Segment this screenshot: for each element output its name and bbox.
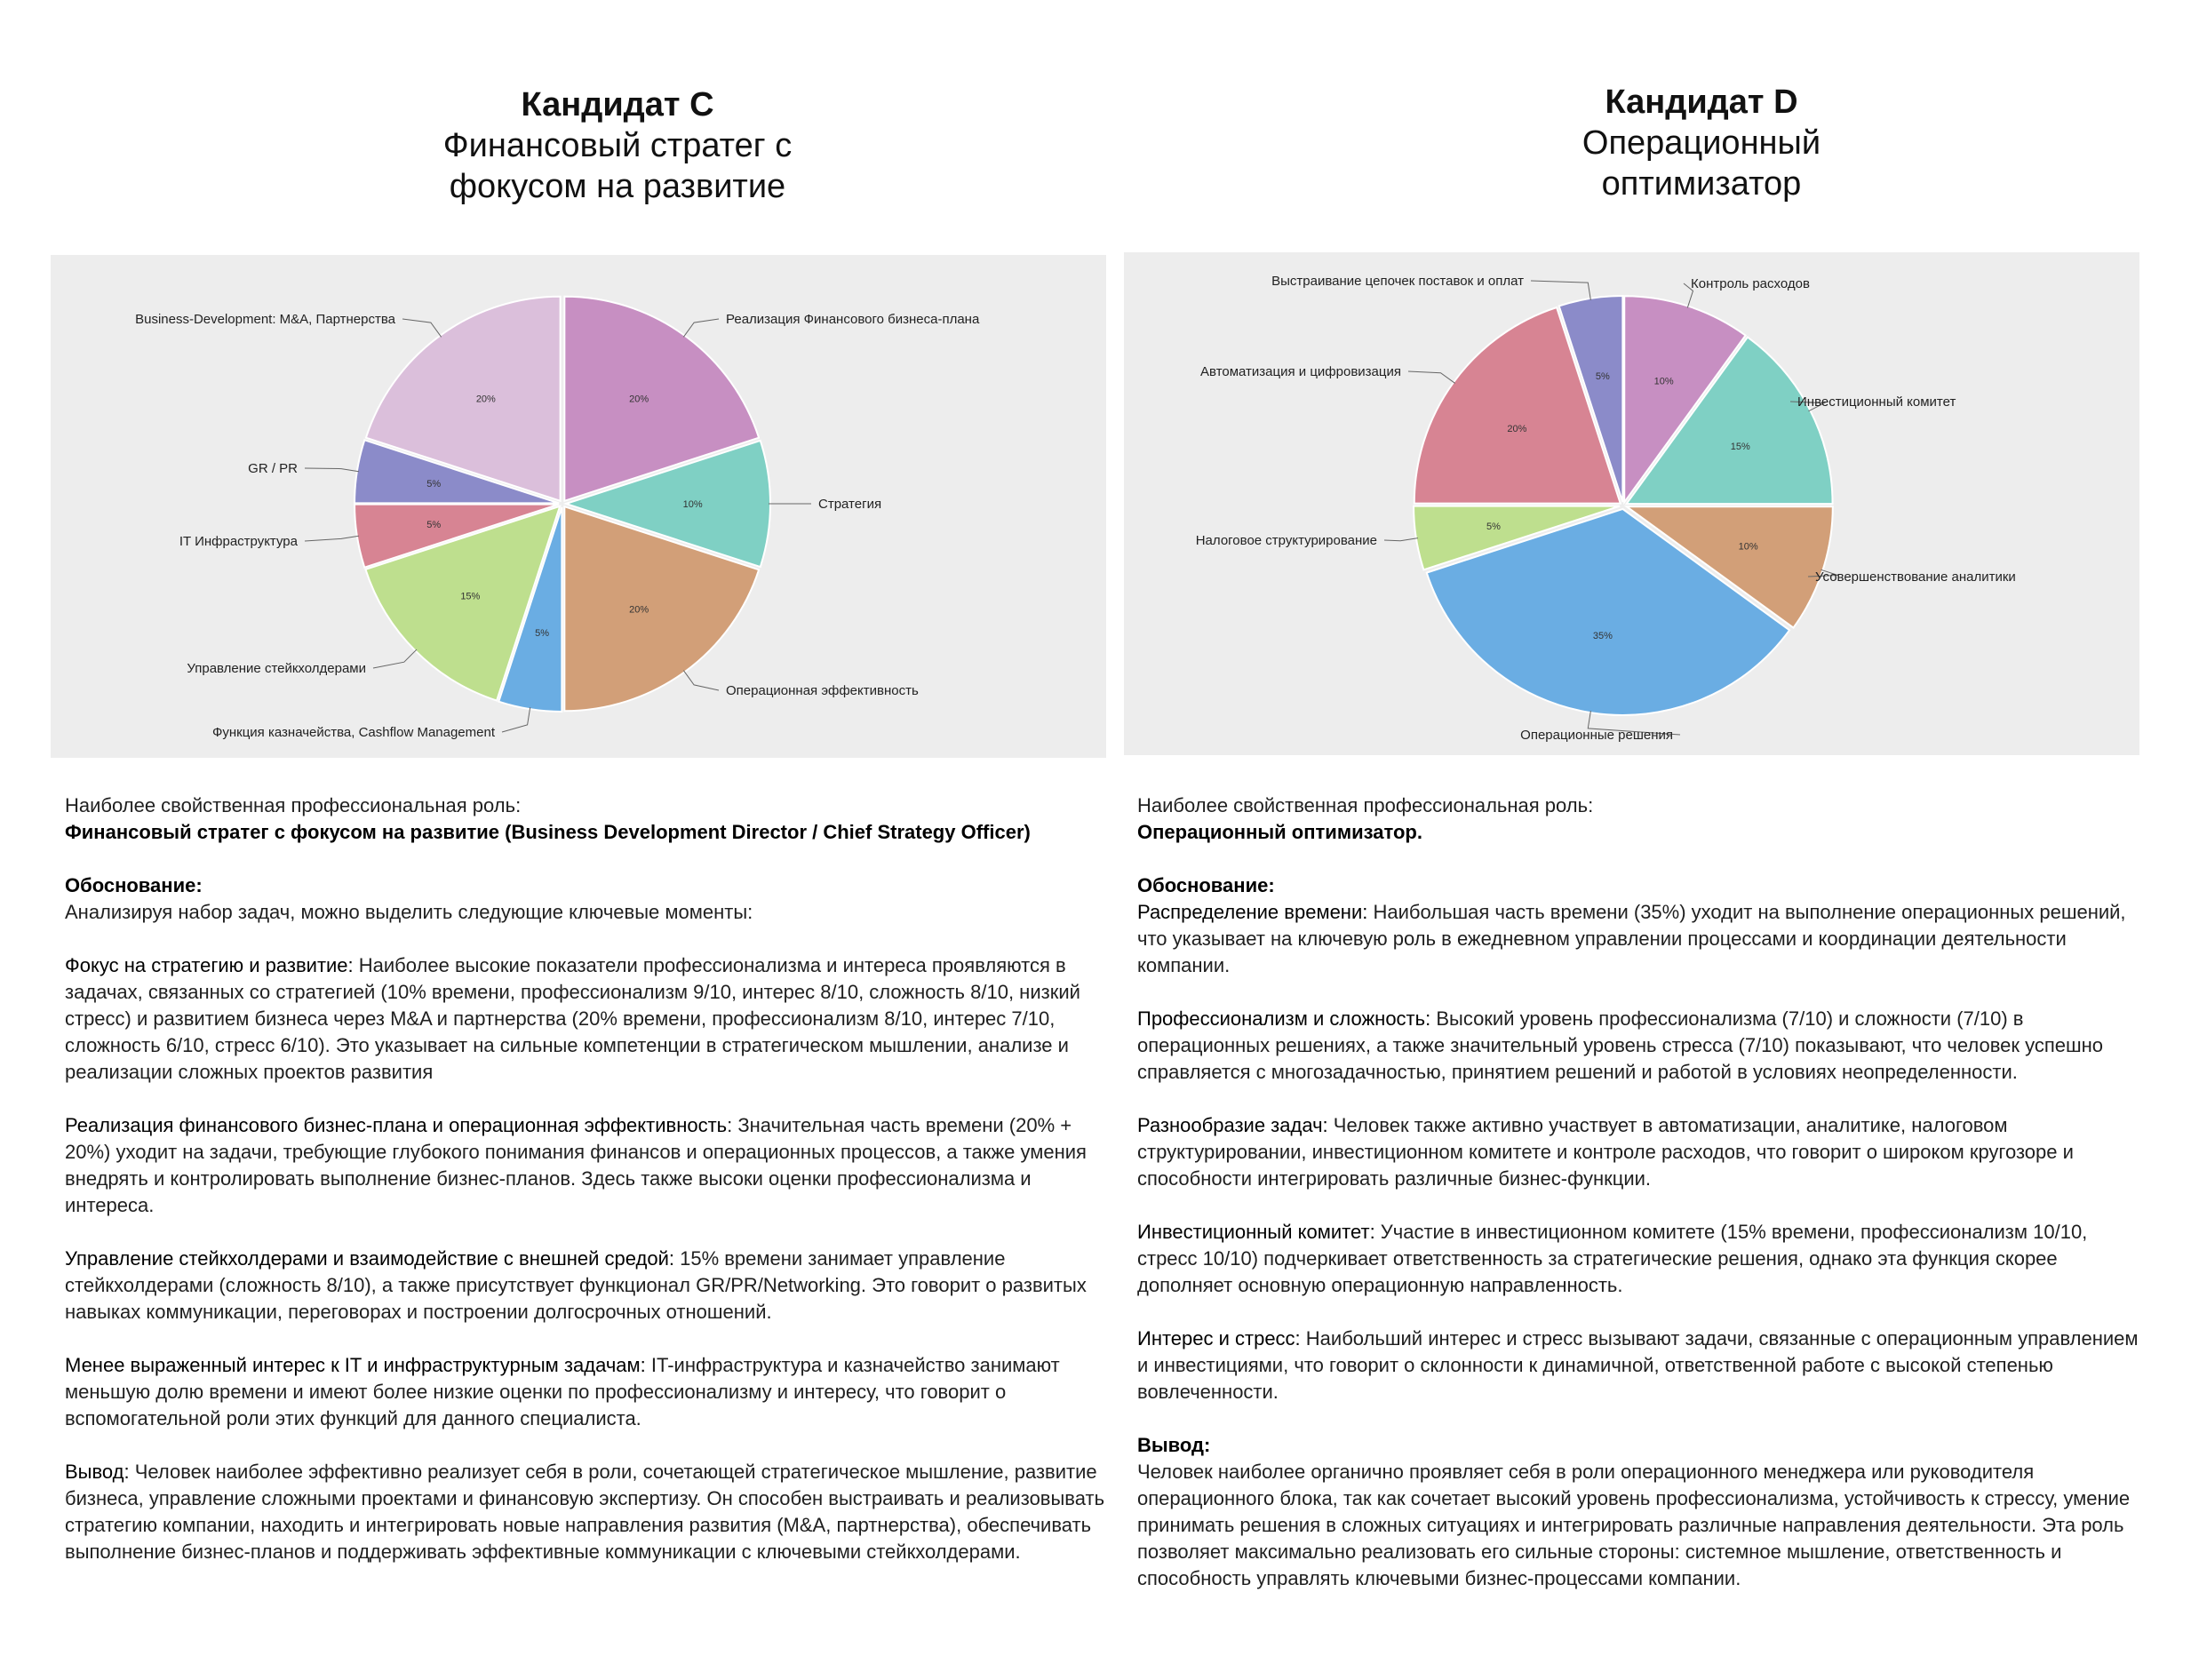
pie-category-label: IT Инфраструктура: [179, 534, 298, 549]
pie-category-label: Business-Development: M&A, Партнерства: [135, 312, 395, 327]
pie-leader-line: [683, 671, 719, 690]
paragraph: [65, 1246, 1113, 1326]
candidate-d-subtitle-1: Операционный: [1582, 124, 1821, 162]
pie-slice-value-label: 5%: [1595, 370, 1610, 382]
paragraph: [1137, 899, 2141, 979]
pie-leader-line: [305, 536, 359, 541]
paragraph: [65, 952, 1113, 1086]
paragraph: [65, 1352, 1113, 1432]
candidate-d-subtitle-2: оптимизатор: [1601, 165, 1802, 203]
candidate-d-name: Кандидат D: [1605, 84, 1798, 121]
paragraph: [1137, 1326, 2141, 1405]
paragraph: [1137, 1219, 2141, 1299]
pie-chart-panel-c: [51, 255, 1106, 758]
pie-category-label: Операционная эффективность: [726, 683, 919, 698]
paragraph: [65, 1459, 1113, 1565]
pie-leader-line: [1531, 281, 1590, 300]
pie-slice-value-label: 15%: [1730, 441, 1750, 452]
pie-category-label: Функция казначейства, Cashflow Management: [211, 725, 495, 740]
pie-slice-value-label: 5%: [426, 479, 442, 490]
candidate-c-title: [231, 84, 1004, 207]
paragraph-label: Профессионализм и сложность:: [1137, 1007, 1431, 1030]
pie-chart-panel-d: [1124, 252, 2139, 755]
pie-category-label: Управление стейкхолдерами: [187, 661, 366, 676]
role-name: Финансовый стратег с фокусом на развитие (Business Development Director / Chief Strategy Officer): [65, 821, 1031, 843]
role-intro: Наиболее свойственная профессиональная роль:: [65, 794, 522, 816]
paragraph-label: Менее выраженный интерес к IT и инфраструктурным задачам:: [65, 1354, 646, 1376]
paragraph-text: Наиболее высокие показатели профессионализма и интереса проявляются в задачах, связанных со стратегией (10% времени, профессионализм 9/10, интерес 8/10, сложность 8/10, низкий стресс) и развитием бизнеса через M&A и партнерства (20% времени, профессионализм 8/10, интерес 7/10, сложность 6/10, стресс 6/10). Это указывает на сильные компетенции в стратегическом мышлении, анализе и реализации сложных проектов развития: [65, 954, 1080, 1083]
pie-leader-line: [502, 707, 530, 732]
paragraph-text: Высокий уровень профессионализма (7/10) и сложности (7/10) в операционных решениях, а также значительный уровень стресса (7/10) показывают, что человек успешно справляется с многозадачностью, принятием решений и работой в условиях неопределенности.: [1137, 1007, 2104, 1083]
pie-leader-line: [373, 649, 417, 668]
paragraph-text: Человек наиболее эффективно реализует себя в роли, сочетающей стратегическое мышление, развитие бизнеса, управление сложными проектами и финансовую экспертизу. Он способен выстраивать и реализовывать стратегию компании, находить и интегрировать новые направления развития (M&A, партнерства), обеспечивать выполнение бизнес-планов и поддерживать эффективные коммуникации с ключевыми стейкхолдерами.: [65, 1461, 1105, 1563]
conclusion-label: Вывод:: [1137, 1434, 1211, 1456]
pie-category-label: Контроль расходов: [1691, 276, 1810, 291]
candidate-c-name: Кандидат С: [521, 86, 714, 123]
paragraph: [65, 1112, 1113, 1219]
pie-slice-value-label: 5%: [535, 627, 550, 639]
pie-slice-value-label: 15%: [460, 591, 481, 602]
pie-slice-value-label: 20%: [1507, 424, 1527, 435]
pie-category-label: Выстраивание цепочек поставок и оплат: [1271, 274, 1524, 289]
pie-slice-value-label: 5%: [1486, 522, 1501, 533]
pie-category-label: Инвестиционный комитет: [1797, 394, 1956, 410]
conclusion-text: Человек наиболее органично проявляет себя в роли операционного менеджера или руководителя операционного блока, так как сочетает высокий уровень профессионализма, устойчивость к стрессу, умение принимать решения в сложных ситуациях и интегрировать различные направления деятельности. Эта роль позволяет максимально реализовать его сильные стороны: системное мышление, ответственность и способность управлять ключевыми бизнес-процессами компании.: [1137, 1461, 2131, 1589]
paragraph-label: Управление стейкхолдерами и взаимодействие с внешней средой:: [65, 1247, 674, 1270]
pie-slice-value-label: 10%: [682, 499, 703, 510]
paragraph-label: Разнообразие задач:: [1137, 1114, 1328, 1136]
pie-chart-d: [1124, 252, 2139, 755]
pie-category-label: Усовершенствование аналитики: [1815, 569, 2016, 585]
paragraph-text: 15% времени занимает управление стейкхолдерами (сложность 8/10), а также присутствует функционал GR/PR/Networking. Это говорит о развитых навыках коммуникации, переговорах и построении долгосрочных отношений.: [65, 1247, 1087, 1323]
paragraph-label: Реализация финансового бизнес-плана и операционная эффективность: [65, 1114, 728, 1136]
paragraph-label: Распределение времени:: [1137, 901, 1368, 923]
paragraph-text: Человек также активно участвует в автоматизации, аналитике, налоговом структурировании, инвестиционном комитете и контроле расходов, что говорит о широком кругозоре и способности интегрировать различные бизнес-функции.: [1137, 1114, 2074, 1190]
paragraph: [1137, 1432, 2141, 1592]
paragraph-text: : Значительная часть времени (20% + 20%) уходит на задачи, требующие глубокого понимания финансов и операционных процессов, а также умения внедрять и контролировать выполнение бизнес-планов. Здесь также высоки оценки профессионализма и интереса.: [65, 1114, 1087, 1216]
pie-slice-value-label: 20%: [629, 604, 649, 616]
pie-slice-value-label: 10%: [1653, 376, 1674, 387]
pie-category-label: Реализация Финансового бизнеса-плана: [726, 312, 980, 327]
pie-leader-line: [1408, 371, 1455, 383]
paragraph-text: IT-инфраструктура и казначейство занимают меньшую долю времени и имеют более низкие оценки по профессионализму и интересу, что говорит о вспомогательной роли этих функций для данного специалиста.: [65, 1354, 1060, 1429]
pie-category-label: Автоматизация и цифровизация: [1200, 364, 1401, 379]
paragraph-text: Наибольший интерес и стресс вызывают задачи, связанные с операционным управлением и инвестициями, что говорит о склонности к динамичной, ответственной работе с высокой степенью вовлеченности.: [1137, 1327, 2139, 1403]
pie-category-label: GR / PR: [248, 461, 298, 476]
pie-category-label: Стратегия: [818, 497, 882, 512]
paragraph-text: Участие в инвестиционном комитете (15% времени, профессионализм 10/10, стресс 10/10) подчеркивает ответственность за стратегические решения, однако эта функция скорее дополняет основную операционную направленность.: [1137, 1221, 2088, 1296]
paragraph-label: Вывод:: [65, 1461, 130, 1483]
pie-slice-value-label: 20%: [629, 394, 649, 405]
rationale-heading: Обоснование:: [65, 874, 203, 896]
paragraph: [1137, 1112, 2141, 1192]
candidate-d-title: [1315, 82, 2088, 204]
rationale-heading: Обоснование:: [1137, 874, 1275, 896]
pie-chart-c: [51, 255, 1106, 758]
pie-slice-value-label: 5%: [426, 519, 442, 530]
pie-category-label: Налоговое структурирование: [1195, 533, 1377, 548]
pie-leader-line: [683, 319, 719, 337]
pie-slice-value-label: 35%: [1592, 631, 1613, 642]
candidate-c-subtitle-1: Финансовый стратег с: [442, 127, 793, 164]
role-intro: Наиболее свойственная профессиональная роль:: [1137, 794, 1594, 816]
pie-slice-value-label: 10%: [1738, 541, 1758, 553]
candidate-c-subtitle-2: фокусом на развитие: [449, 168, 786, 205]
role-name: Операционный оптимизатор.: [1137, 821, 1422, 843]
paragraph-label: Фокус на стратегию и развитие:: [65, 954, 354, 976]
paragraph-text: Наибольшая часть времени (35%) уходит на выполнение операционных решений, что указывает на ключевую роль в ежедневном управлении процессами и координации деятельности компании.: [1137, 901, 2126, 976]
pie-slice-value-label: 20%: [475, 394, 496, 405]
candidate-c-analysis: [65, 792, 1113, 1592]
paragraph: [1137, 1006, 2141, 1086]
pie-category-label: Операционные решения: [1520, 728, 1673, 743]
pie-leader-line: [402, 319, 442, 337]
pie-leader-line: [1384, 538, 1418, 541]
paragraph-label: Инвестиционный комитет:: [1137, 1221, 1375, 1243]
rationale-intro: Анализируя набор задач, можно выделить следующие ключевые моменты:: [65, 901, 753, 923]
paragraph-label: Интерес и стресс:: [1137, 1327, 1301, 1350]
pie-leader-line: [305, 468, 359, 472]
candidate-d-analysis: [1137, 792, 2141, 1619]
